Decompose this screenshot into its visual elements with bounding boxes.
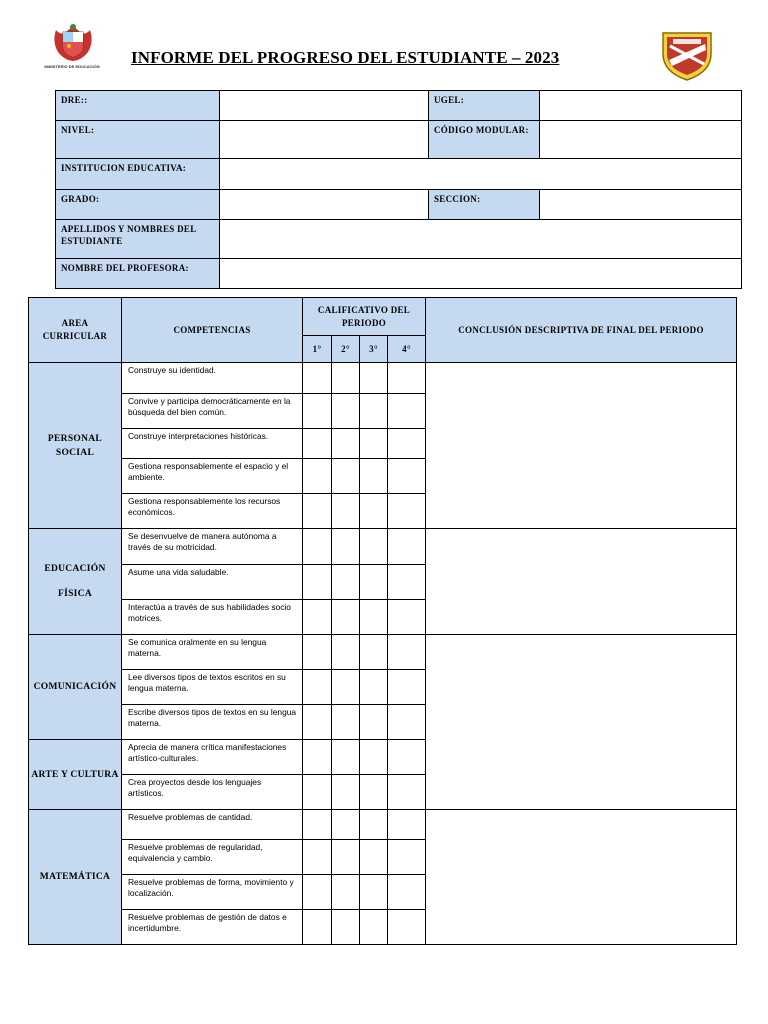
grade-cell[interactable] [332,705,360,740]
student-info-table [55,90,742,289]
profesora-label: NOMBRE DEL PROFESORA: [56,259,220,289]
conclusion-header: CONCLUSIÓN DESCRIPTIVA DE FINAL DEL PERIODO [426,298,737,363]
competencia-cell: Resuelve problemas de regularidad, equivalencia y cambio. [122,840,303,875]
grade-cell[interactable] [360,840,388,875]
grade-cell[interactable] [332,565,360,600]
area-comunicacion: COMUNICACIÓN [29,635,122,740]
grade-cell[interactable] [303,705,332,740]
competencia-cell: Resuelve problemas de gestión de datos e incertidumbre. [122,910,303,945]
grade-cell[interactable] [332,494,360,529]
competencia-cell: Construye su identidad. [122,363,303,394]
grade-cell[interactable] [360,775,388,810]
grade-cell[interactable] [388,394,426,429]
area-matematica: MATEMÁTICA [29,810,122,945]
grade-cell[interactable] [303,600,332,635]
dre-field[interactable] [220,91,429,121]
apellidos-label: APELLIDOS Y NOMBRES DEL ESTUDIANTE [56,220,220,259]
table-row [29,529,737,565]
grade-cell[interactable] [303,670,332,705]
grade-cell[interactable] [360,875,388,910]
conclusion-cell-comunicacion-arte[interactable] [426,635,737,810]
school-shield-icon [660,30,714,82]
grade-cell[interactable] [388,740,426,775]
grade-cell[interactable] [388,810,426,840]
grade-cell[interactable] [332,740,360,775]
grades-table [28,297,737,945]
coat-of-arms-icon [52,22,94,62]
grade-cell[interactable] [388,494,426,529]
institucion-field[interactable] [220,159,742,190]
grade-cell[interactable] [360,705,388,740]
competencia-cell: Gestiona responsablemente el espacio y el ambiente. [122,459,303,494]
competencia-cell: Se comunica oralmente en su lengua materna. [122,635,303,670]
conclusion-cell-personal-social[interactable] [426,363,737,529]
competencia-cell: Crea proyectos desde los lenguajes artísticos. [122,775,303,810]
grade-cell[interactable] [332,875,360,910]
grade-cell[interactable] [303,875,332,910]
competencia-cell: Convive y participa democráticamente en la búsqueda del bien común. [122,394,303,429]
grade-cell[interactable] [303,740,332,775]
grade-cell[interactable] [332,363,360,394]
grade-cell[interactable] [360,494,388,529]
competencia-cell: Interactúa a través de sus habilidades socio motrices. [122,600,303,635]
conclusion-cell-matematica[interactable] [426,810,737,945]
grade-cell[interactable] [303,910,332,945]
profesora-field[interactable] [220,259,742,289]
period-4-header: 4° [388,336,426,363]
grade-cell[interactable] [332,810,360,840]
grade-cell[interactable] [388,670,426,705]
grade-cell[interactable] [360,810,388,840]
grade-cell[interactable] [303,810,332,840]
grade-cell[interactable] [303,565,332,600]
table-row [29,810,737,840]
competencia-cell: Construye interpretaciones históricas. [122,429,303,459]
grade-cell[interactable] [388,600,426,635]
ministry-label: MINISTERIO DE EDUCACIÓN [44,64,100,69]
competencia-cell: Aprecia de manera crítica manifestaciones artístico-culturales. [122,740,303,775]
grade-cell[interactable] [360,740,388,775]
report-title: INFORME DEL PROGRESO DEL ESTUDIANTE – 2023 [131,48,560,67]
area-personal-social: PERSONAL SOCIAL [29,363,122,529]
grade-cell[interactable] [360,459,388,494]
grade-cell[interactable] [332,670,360,705]
grade-cell[interactable] [303,429,332,459]
competencia-cell: Se desenvuelve de manera autónoma a través de su motricidad. [122,529,303,565]
area-header: AREA CURRICULAR [29,298,122,363]
competencia-cell: Resuelve problemas de cantidad. [122,810,303,840]
grade-cell[interactable] [303,494,332,529]
competencia-cell: Resuelve problemas de forma, movimiento y localización. [122,875,303,910]
grade-cell[interactable] [388,459,426,494]
grade-cell[interactable] [360,394,388,429]
school-logo [660,30,714,87]
codigo-modular-label: CÓDIGO MODULAR: [429,121,540,159]
apellidos-field[interactable] [220,220,742,259]
grade-cell[interactable] [303,840,332,875]
codigo-modular-field[interactable] [540,121,742,159]
grade-cell[interactable] [388,775,426,810]
grade-cell[interactable] [360,565,388,600]
grade-cell[interactable] [388,529,426,565]
seccion-label: SECCION: [429,190,540,220]
grade-cell[interactable] [388,705,426,740]
grade-cell[interactable] [332,394,360,429]
nivel-field[interactable] [220,121,429,159]
area-educacion-fisica [29,529,122,635]
ministry-logo [40,20,104,72]
conclusion-cell-educacion-fisica[interactable] [426,529,737,635]
table-row [29,363,737,394]
grade-cell[interactable] [388,840,426,875]
grade-cell[interactable] [388,565,426,600]
competencia-cell: Escribe diversos tipos de textos en su lengua materna. [122,705,303,740]
grade-cell[interactable] [332,840,360,875]
institucion-label: INSTITUCION EDUCATIVA: [56,159,220,190]
period-3-header: 3° [360,336,388,363]
grade-cell[interactable] [332,459,360,494]
grade-cell[interactable] [360,600,388,635]
ugel-field[interactable] [540,91,742,121]
grade-cell[interactable] [360,910,388,945]
area-educacion-fisica-line1: EDUCACIÓN [44,564,106,574]
period-1-header: 1° [303,336,332,363]
grade-cell[interactable] [303,394,332,429]
grade-cell[interactable] [332,429,360,459]
grade-cell[interactable] [303,363,332,394]
grade-cell[interactable] [360,363,388,394]
grade-cell[interactable] [332,600,360,635]
grade-cell[interactable] [332,910,360,945]
grade-cell[interactable] [303,459,332,494]
grade-cell[interactable] [388,875,426,910]
grado-field[interactable] [220,190,429,220]
grade-cell[interactable] [332,529,360,565]
grade-cell[interactable] [388,429,426,459]
grade-cell[interactable] [332,635,360,670]
nivel-label: NIVEL: [56,121,220,159]
period-2-header: 2° [332,336,360,363]
competencias-header: COMPETENCIAS [122,298,303,363]
competencia-cell: Asume una vida saludable. [122,565,303,600]
calificativo-header: CALIFICATIVO DEL PERIODO [303,298,426,336]
grade-cell[interactable] [388,910,426,945]
grade-cell[interactable] [360,670,388,705]
grade-cell[interactable] [360,635,388,670]
competencia-cell: Lee diversos tipos de textos escritos en su lengua materna. [122,670,303,705]
seccion-field[interactable] [540,190,742,220]
table-row [29,635,737,670]
competencia-cell: Gestiona responsablemente los recursos económicos. [122,494,303,529]
grado-label: GRADO: [56,190,220,220]
grade-cell[interactable] [388,635,426,670]
grade-cell[interactable] [303,529,332,565]
ugel-label: UGEL: [429,91,540,121]
grade-cell[interactable] [388,363,426,394]
dre-label: DRE:: [56,91,220,121]
grade-cell[interactable] [360,429,388,459]
grade-cell[interactable] [303,635,332,670]
grade-cell[interactable] [332,775,360,810]
grade-cell[interactable] [303,775,332,810]
area-arte-y-cultura: ARTE Y CULTURA [29,740,122,810]
grade-cell[interactable] [360,529,388,565]
area-educacion-fisica-line2: FÍSICA [57,589,92,599]
